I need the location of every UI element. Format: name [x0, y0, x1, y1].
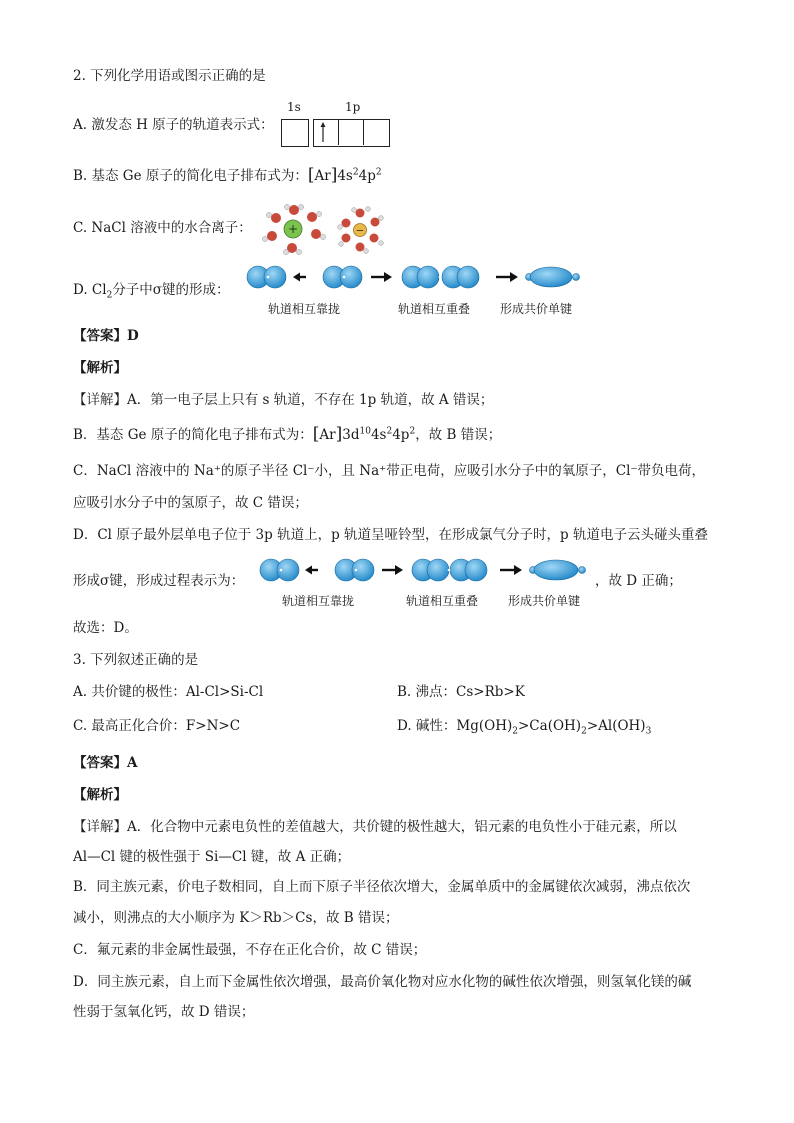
q2-detail-b: [73, 425, 501, 444]
q3-detail-c: C．氟元素的非金属性最强，不存在正化合价，故 C 错误；: [73, 942, 427, 958]
q2-detail-d-line2-suffix: ，故 D 正确；: [595, 573, 682, 589]
diagram-caption-bond: 形成共价单键: [508, 594, 581, 608]
sub-3: 3: [645, 726, 652, 737]
q2-detail-c-line2: 应吸引水分子中的氢原子，故 C 错误；: [73, 495, 308, 511]
q2-option-d-text: [73, 281, 230, 299]
plus-sign: +: [287, 222, 299, 236]
q3-option-a: A. 共价键的极性：Al-Cl>Si-Cl: [73, 684, 264, 700]
label-1p: 1p: [345, 100, 361, 114]
detail-b-3d: 3d: [342, 427, 360, 443]
sup-4p: 2: [375, 167, 382, 178]
q2-detail-a: 【详解】A．第一电子层上只有 s 轨道，不存在 1p 轨道，故 A 错误；: [73, 392, 494, 408]
q2-detail-d-line1: D．Cl 原子最外层单电子位于 3p 轨道上，p 轨道呈哑铃型，在形成氯气分子时，p 轨道电子云头碰头重叠: [73, 527, 708, 543]
detail-b-prefix: B．基态 Ge 原子的简化电子排布式为：: [73, 427, 313, 443]
q3-detail-a-line1: 【详解】A．化合物中元素电负性的差值越大，共价键的极性越大，铝元素的电负性小于硅元素，所以: [73, 819, 677, 835]
q3-detail-d-line2: 性弱于氢氧化钙，故 D 错误；: [73, 1004, 255, 1020]
orbital-divider: [338, 119, 339, 145]
diagram-caption-bond: 形成共价单键: [500, 302, 573, 316]
sigma-bond-formation-diagram-inline: [256, 556, 596, 590]
orbital-divider: [363, 119, 364, 145]
sup-3d: 10: [359, 426, 371, 437]
noble-core: Ar: [314, 168, 331, 184]
q2-stem: 2. 下列化学用语或图示正确的是: [73, 68, 266, 84]
option-d-suffix: 分子中σ键的形成：: [112, 282, 230, 298]
q2-detail-d-line2-prefix: 形成σ键，形成过程表示为：: [73, 573, 245, 589]
q3-option-b: B. 沸点：Cs>Rb>K: [397, 684, 525, 700]
sigma-bond-formation-diagram: [246, 263, 586, 297]
q3-detail-d-line1: D．同主族元素，自上而下金属性依次增强，最高价氧化物对应水化物的碱性依次增强，则氢氧化镁的碱: [73, 974, 692, 990]
sup-4s: 2: [386, 426, 393, 437]
diagram-caption-approach: 轨道相互靠拢: [282, 594, 355, 608]
minus-sign: −: [355, 225, 365, 237]
config-4s: 4s: [337, 168, 353, 184]
spin-up-arrow-icon: [316, 121, 330, 145]
q2-answer: 【答案】D: [73, 328, 139, 344]
sup-4s: 2: [352, 167, 359, 178]
sub-1: 2: [512, 726, 518, 737]
bracket-close: ]: [335, 424, 343, 444]
q2-final: 故选：D。: [73, 620, 138, 636]
bracket-open: [: [307, 165, 315, 185]
q2-option-c-text: C. NaCl 溶液中的水合离子：: [73, 220, 252, 236]
label-1s: 1s: [287, 100, 301, 114]
sub-2: 2: [581, 726, 587, 737]
detail-b-4p: 4p: [392, 427, 410, 443]
q3-analysis-heading: 【解析】: [73, 787, 127, 803]
q2-analysis-heading: 【解析】: [73, 360, 127, 376]
diagram-caption-approach: 轨道相互靠拢: [268, 302, 341, 316]
hydrated-sodium-ion-icon: [262, 202, 326, 254]
detail-b-core: Ar: [319, 427, 336, 443]
diagram-caption-overlap: 轨道相互重叠: [398, 302, 471, 316]
q2-option-b-text: [73, 166, 382, 185]
option-d-mid2: >Al(OH): [586, 718, 646, 734]
option-b-prefix: B. 基态 Ge 原子的简化电子排布式为：: [73, 168, 308, 184]
bracket-close: ]: [330, 165, 338, 185]
q3-answer: 【答案】A: [73, 755, 138, 771]
option-d-mid1: >Ca(OH): [518, 718, 582, 734]
q3-detail-a-line2: Al—Cl 键的极性强于 Si—Cl 键，故 A 正确；: [73, 849, 351, 865]
q3-option-d: [397, 717, 651, 735]
q3-option-c: C. 最高正化合价：F>N>C: [73, 718, 241, 734]
q3-stem: 3. 下列叙述正确的是: [73, 652, 199, 668]
config-4p: 4p: [358, 168, 376, 184]
q2-detail-c-line1: C．NaCl 溶液中的 Na⁺的原子半径 Cl⁻小，且 Na⁺带正电荷，应吸引水分子中的氧原子，Cl⁻带负电荷，: [73, 463, 706, 479]
sup-4p: 2: [409, 426, 416, 437]
detail-b-4s: 4s: [370, 427, 387, 443]
q3-detail-b-line2: 减小，则沸点的大小顺序为 K＞Rb＞Cs，故 B 错误；: [73, 910, 399, 926]
diagram-caption-overlap: 轨道相互重叠: [406, 594, 479, 608]
option-d-prefix: D. 碱性：Mg(OH): [397, 718, 513, 734]
q2-option-a-text: A. 激发态 H 原子的轨道表示式：: [73, 117, 274, 133]
detail-b-suffix: ，故 B 错误；: [415, 427, 502, 443]
q3-detail-b-line1: B．同主族元素，价电子数相同，自上而下原子半径依次增大，金属单质中的金属键依次减弱，沸点依次: [73, 879, 691, 895]
hydrated-chloride-ion-icon: [338, 206, 384, 252]
bracket-open: [: [312, 424, 320, 444]
cl2-subscript: 2: [106, 290, 113, 301]
orbital-box-1s: [281, 119, 309, 147]
option-d-prefix: D. Cl: [73, 282, 107, 298]
